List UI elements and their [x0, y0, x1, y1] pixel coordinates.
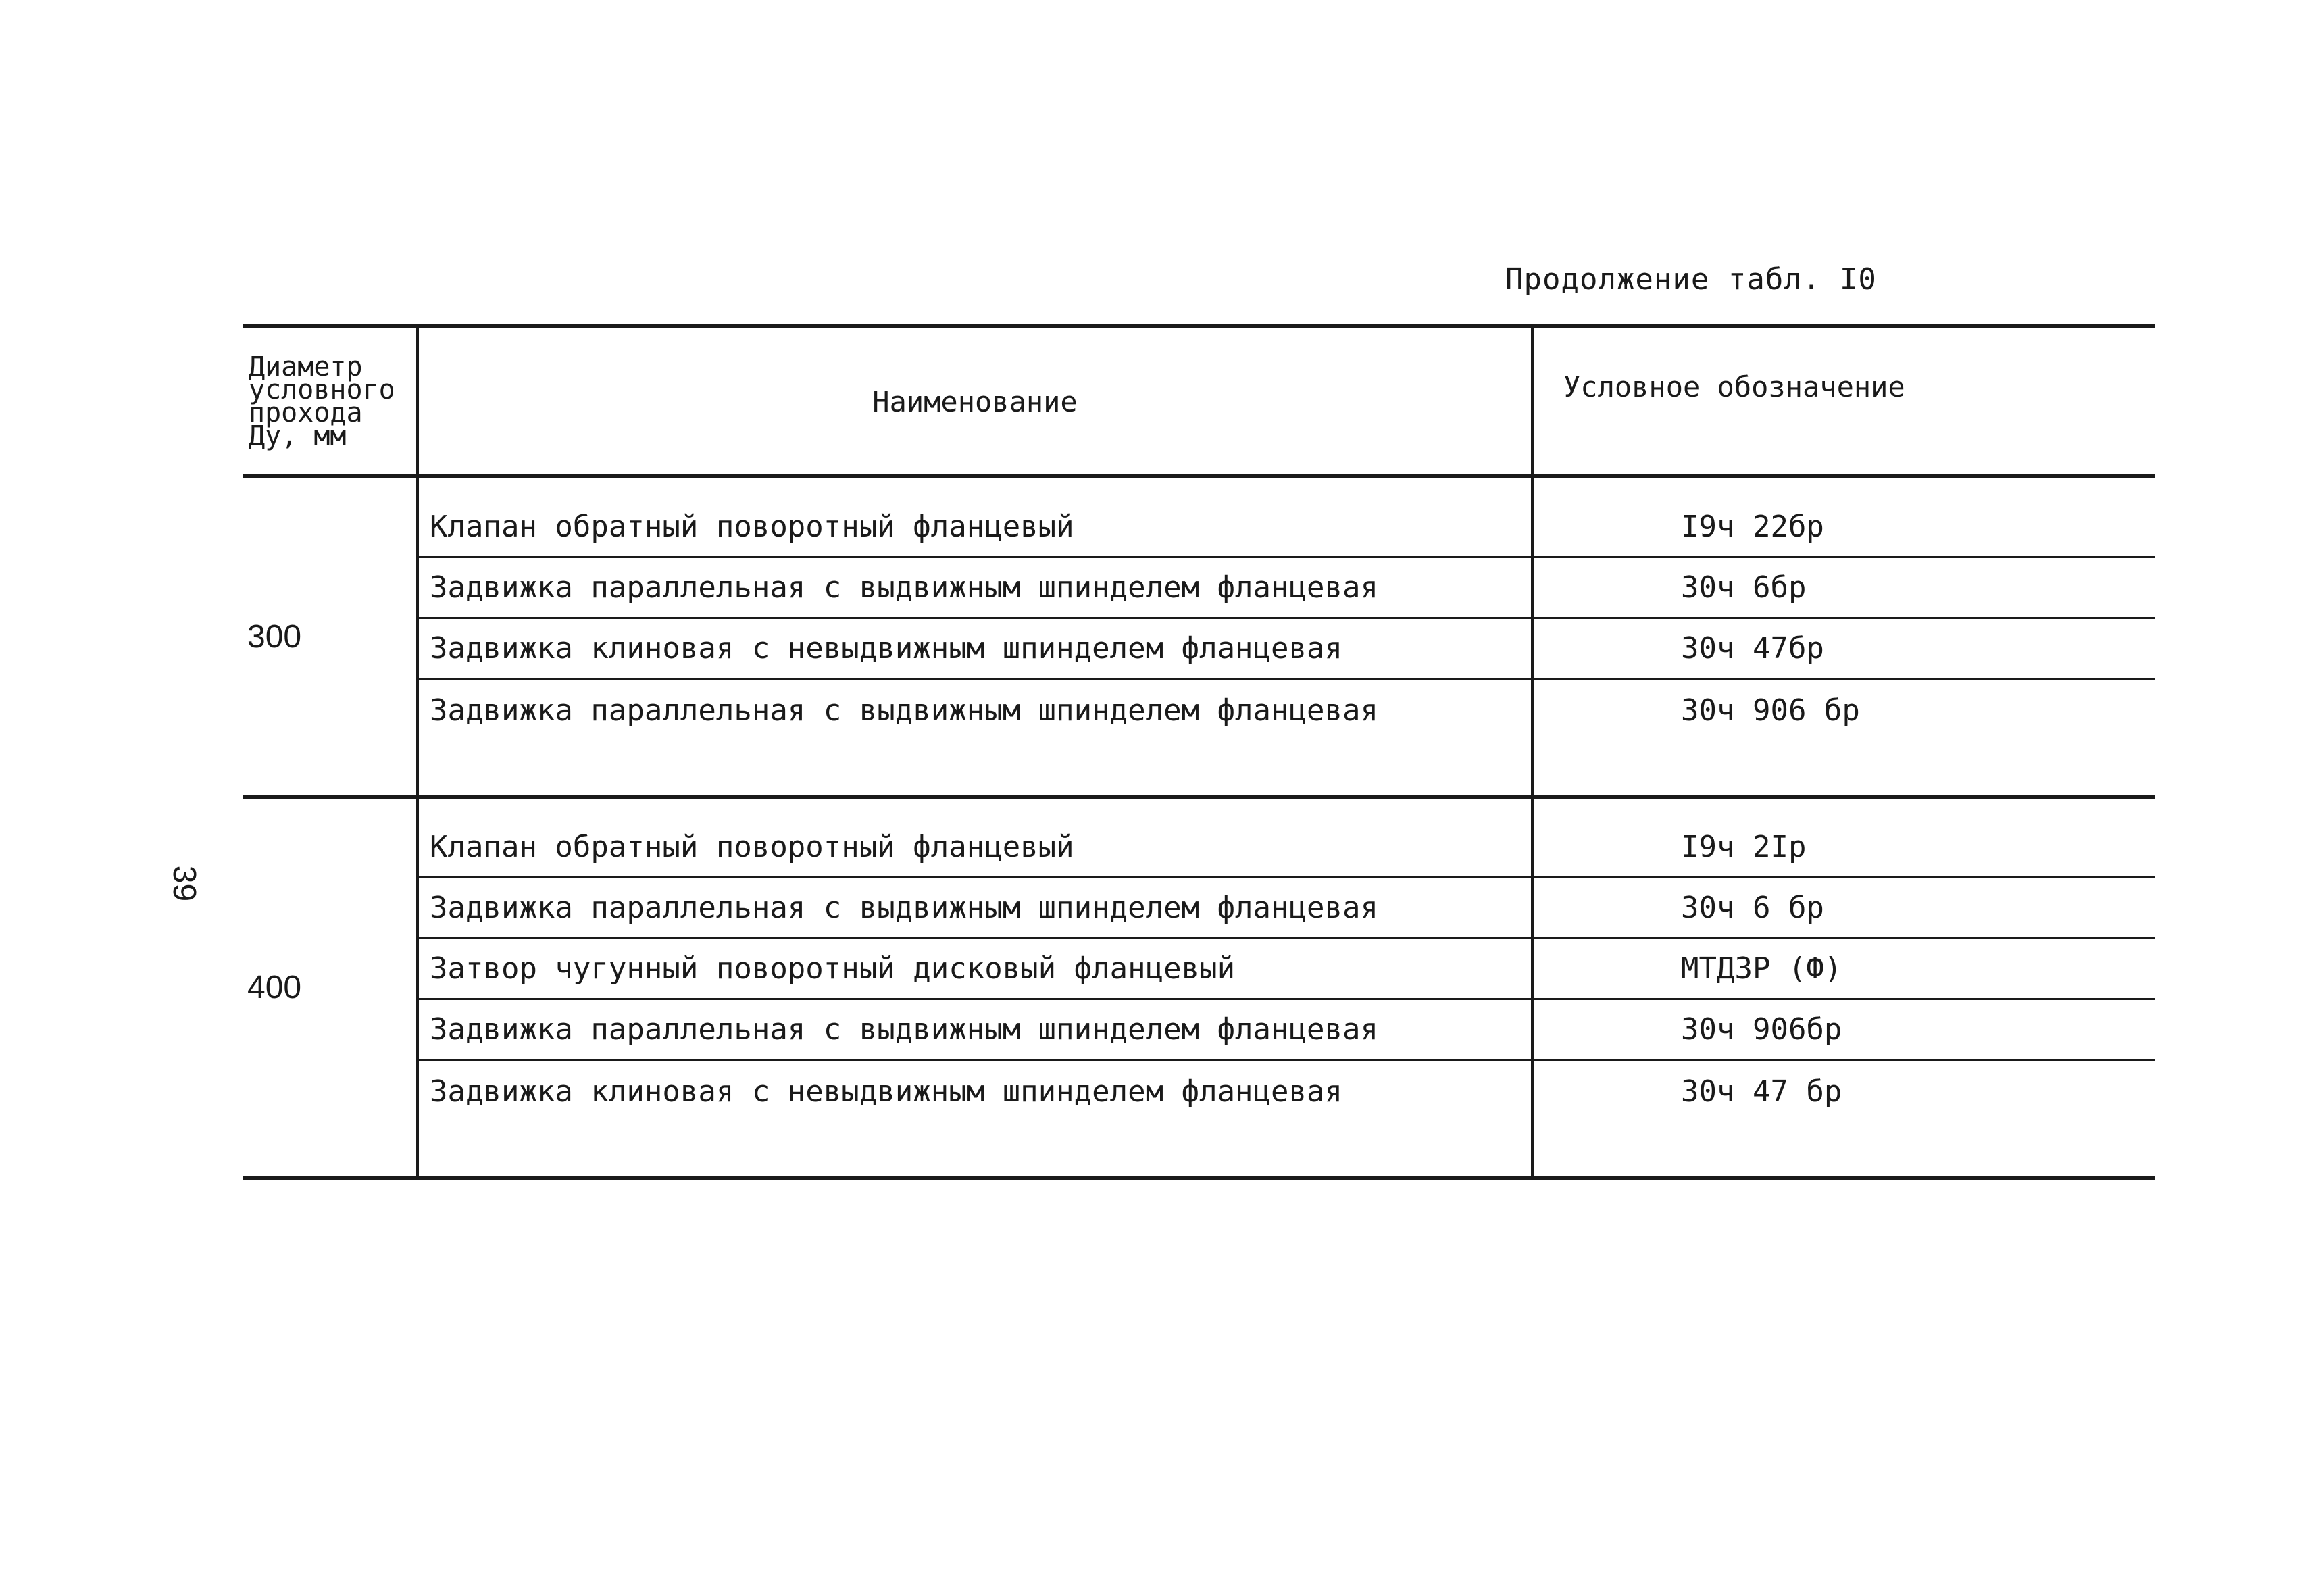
table-row: [243, 1060, 2155, 1178]
table-row: [243, 476, 2155, 557]
table-header-row: [243, 326, 2155, 476]
header-designation: Условное обозначение: [1532, 326, 2155, 476]
table-row: [243, 939, 2155, 999]
designation-cell: 30ч 6бр: [1532, 557, 2155, 618]
name-cell: Клапан обратный поворотный фланцевый: [418, 476, 1532, 557]
table-row: [243, 999, 2155, 1060]
header-diameter-line: Ду, мм: [249, 420, 347, 451]
header-diameter-line: Диаметр: [249, 351, 363, 382]
name-cell: Задвижка клиновая с невыдвижным шпинделем фланцевая: [418, 1060, 1532, 1178]
designation-cell: 30ч 6 бр: [1532, 878, 2155, 939]
header-diameter-line: прохода: [249, 397, 363, 428]
header-diameter: [243, 326, 418, 476]
name-cell: Задвижка клиновая с невыдвижным шпинделем фланцевая: [418, 618, 1532, 679]
designation-cell: I9ч 22бр: [1532, 476, 2155, 557]
diameter-cell: 300: [243, 476, 418, 797]
designation-cell: 30ч 906 бр: [1532, 679, 2155, 797]
table-row: [243, 878, 2155, 939]
table-row: [243, 557, 2155, 618]
name-cell: Задвижка параллельная с выдвижным шпинделем фланцевая: [418, 557, 1532, 618]
designation-cell: МТДЗР (Ф): [1532, 939, 2155, 999]
valves-table: [243, 324, 2155, 1180]
diameter-cell: 400: [243, 797, 418, 1178]
page-number: 39: [166, 865, 203, 902]
header-diameter-line: условного: [249, 374, 395, 405]
table-caption: Продолжение табл. I0: [1505, 262, 1877, 297]
designation-cell: 30ч 47 бр: [1532, 1060, 2155, 1178]
designation-cell: I9ч 2Iр: [1532, 797, 2155, 878]
designation-cell: 30ч 906бр: [1532, 999, 2155, 1060]
designation-cell: 30ч 47бр: [1532, 618, 2155, 679]
name-cell: Затвор чугунный поворотный дисковый фланцевый: [418, 939, 1532, 999]
name-cell: Задвижка параллельная с выдвижным шпинделем фланцевая: [418, 878, 1532, 939]
table-row: [243, 797, 2155, 878]
table-row: [243, 618, 2155, 679]
header-name: Наименование: [418, 326, 1532, 476]
name-cell: Задвижка параллельная с выдвижным шпинделем фланцевая: [418, 999, 1532, 1060]
table-row: [243, 679, 2155, 797]
name-cell: Клапан обратный поворотный фланцевый: [418, 797, 1532, 878]
name-cell: Задвижка параллельная с выдвижным шпинделем фланцевая: [418, 679, 1532, 797]
